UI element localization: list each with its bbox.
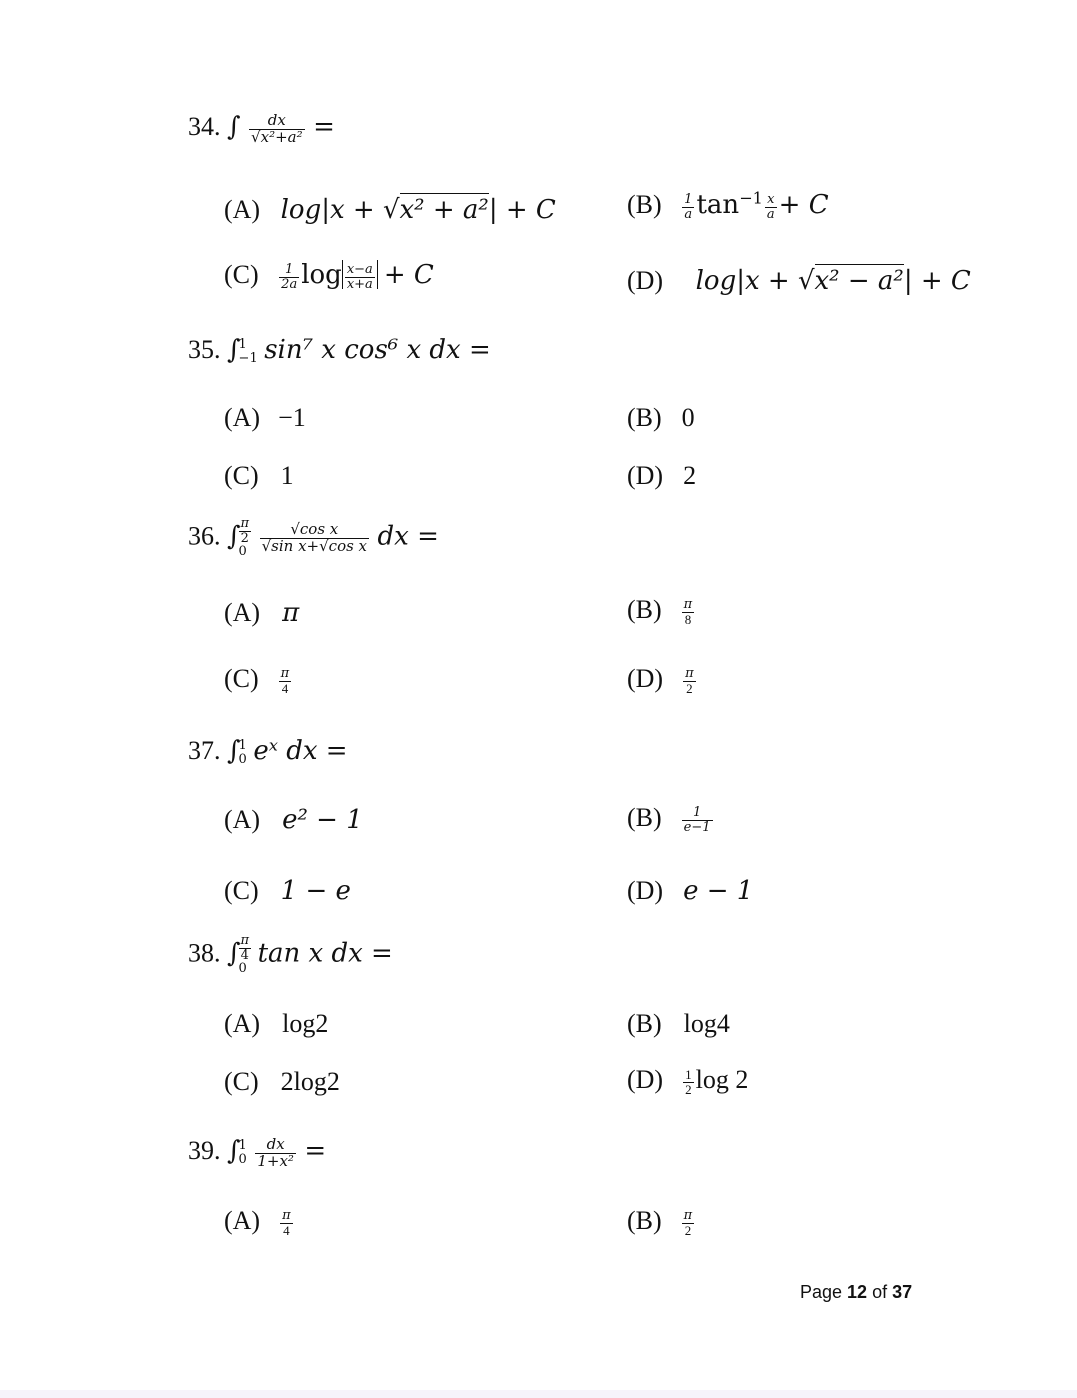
option-38-b[interactable]: (B) log4: [627, 1009, 730, 1038]
question-39: 39. ∫ 1 0 $\frac{dx}{\text{1+x²}}$ =: [188, 1135, 327, 1170]
integral-sign: ∫: [227, 112, 241, 143]
question-34: 34. ∫ $\frac{dx}{\text{√x²+a²}}$ =: [188, 111, 335, 146]
option-35-d[interactable]: (D) 2: [627, 461, 697, 490]
option-35-a[interactable]: (A) −1: [224, 403, 306, 432]
option-34-a[interactable]: (A) log|x + √x² + a²| + C: [224, 195, 556, 225]
option-39-b[interactable]: (B) $\frac{\pi}{2}$: [627, 1206, 693, 1238]
option-38-a[interactable]: (A) log2: [224, 1009, 329, 1038]
page-number: Page 12 of 37: [800, 1282, 913, 1302]
question-37: 37. ∫ 1 0 eˣ dx =: [188, 736, 348, 768]
question-35: 35. ∫ 1 −1 sin⁷ x cos⁶ x dx =: [188, 335, 491, 367]
option-34-d[interactable]: (D) log|x + √x² − a²| + C: [627, 266, 971, 296]
question-number: 34.: [188, 112, 221, 142]
question-38: 38. ∫ π 4 0 tan x dx =: [188, 933, 393, 977]
question-36: 36. ∫ π 2 0 $\frac{\text{√cos x}}{\text{√sin x+√cos x}}$ dx =: [188, 516, 439, 560]
option-37-b[interactable]: (B) $\frac{1}{e-1}$: [627, 803, 711, 835]
option-38-d[interactable]: (D) $\frac{1}{2}$ log 2: [627, 1065, 749, 1097]
option-37-c[interactable]: (C) 1 − e: [224, 876, 351, 906]
integrand-fraction: $\frac{dx}{\text{√x²+a²}}$: [251, 111, 303, 146]
option-35-c[interactable]: (C) 1: [224, 461, 294, 490]
option-39-a[interactable]: (A) $\frac{\pi}{4}$: [224, 1206, 291, 1238]
option-37-d[interactable]: (D) e − 1: [627, 876, 754, 906]
option-36-c[interactable]: (C) $\frac{\pi}{4}$: [224, 664, 290, 696]
option-36-d[interactable]: (D) $\frac{\pi}{2}$: [627, 664, 694, 696]
option-36-a[interactable]: (A) π: [224, 598, 300, 628]
option-34-c[interactable]: (C) $\frac{1}{2a}$ log $\frac{x-a}{x+a}$ + C: [224, 260, 434, 292]
option-36-b[interactable]: (B) $\frac{\pi}{8}$: [627, 595, 693, 627]
option-38-c[interactable]: (C) 2log2: [224, 1067, 340, 1096]
option-35-b[interactable]: (B) 0: [627, 403, 695, 432]
option-34-b[interactable]: (B) $\frac{1}{a}$ $\tan^{-1}$ $\frac{x}{a}$ + C: [627, 188, 829, 222]
bottom-strip: [0, 1390, 1077, 1398]
option-37-a[interactable]: (A) e² − 1: [224, 805, 363, 835]
